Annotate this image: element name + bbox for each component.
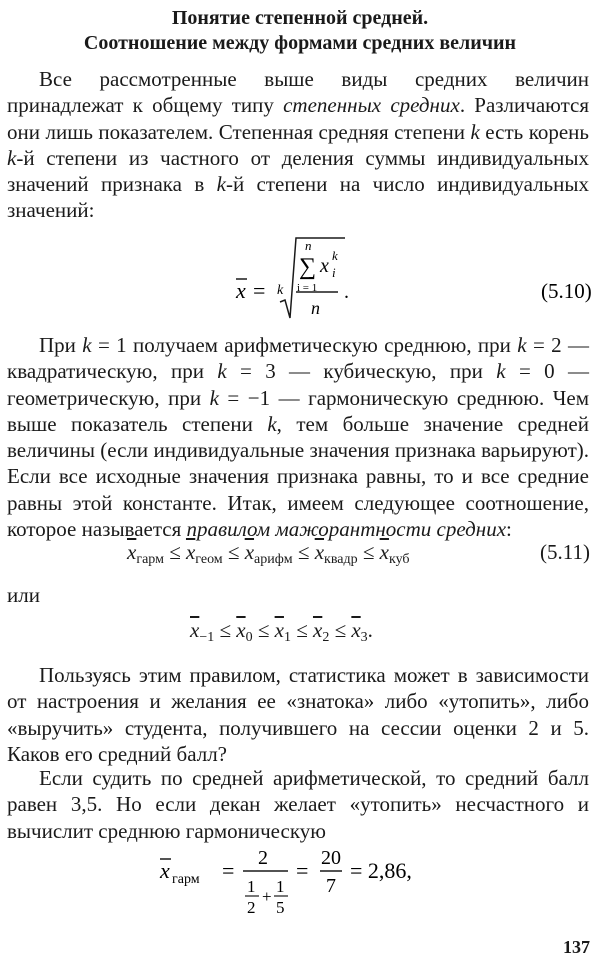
eq2-var: $\overline{x}$	[314, 540, 325, 564]
paragraph-intro	[7, 66, 589, 224]
eq3-var: $\overline{x}$	[190, 618, 200, 642]
page-number: 137	[563, 937, 590, 957]
var-k: k	[7, 145, 17, 170]
eq2-var: $\overline{x}$	[185, 540, 196, 564]
text-run: = 1 получаем арифметическую среднюю, при	[91, 333, 518, 357]
text-run: Все рассмотренные выше виды средних величин принадлежат к общему типу	[7, 67, 589, 118]
paragraph-power-cases	[7, 332, 589, 542]
section-heading-line2: Соотношение между формами средних величин	[83, 32, 517, 54]
eq1-equals: =	[253, 278, 266, 303]
var-k: k	[470, 119, 480, 144]
eq2-sub: гарм	[136, 552, 164, 567]
eq1-root-index: k	[277, 283, 284, 298]
eq2-var: $\overline{x}$	[127, 540, 137, 564]
text-run: При	[39, 333, 83, 357]
le-sign: ≤	[297, 540, 310, 564]
paragraph-student-grades: Пользуясь этим правилом, статистика может в зависимости от настроения и желания ее «знатока» либо «утопить», либо «выручить» студента, получившего на сессии оценки 2 и 5. Каков его средний балл?	[7, 663, 589, 766]
var-k: k	[517, 333, 527, 357]
eq4-inner-num1: 1	[247, 877, 256, 896]
var-k: k	[496, 359, 506, 384]
le-sign: ≤	[227, 540, 240, 564]
eq2-sub: куб	[388, 552, 410, 567]
eq4-frac2-den: 7	[326, 875, 336, 897]
eq3-var: $\overline{x}$	[236, 618, 246, 642]
var-k: k	[267, 411, 277, 436]
text-run: . Различаются они лишь показателем. Степенная средняя степени	[7, 93, 589, 144]
equation-5-10-graphic	[0, 232, 600, 322]
eq3-sub: −1	[199, 630, 215, 645]
equation-index-chain	[190, 618, 373, 646]
eq1-lhs: x	[236, 278, 246, 303]
eq4-frac2-num: 20	[321, 847, 341, 869]
le-sign: ≤	[296, 618, 308, 642]
eq1-period: .	[344, 281, 349, 303]
equation-number: (5.11)	[540, 540, 590, 564]
equation-harmonic-graphic	[0, 840, 600, 920]
text-run: -й степени на число индивидуальных значений:	[7, 172, 589, 223]
eq4-equals2: =	[296, 858, 309, 883]
eq3-end: .	[367, 618, 373, 642]
var-k: k	[216, 172, 226, 197]
text-run: , тем больше значение средней величины (если индивидуальные значения признака варьируют). Если все исходные значения признака равны, то и все средние равны этой константе. Итак, имеем следующее соотношение, которое называется	[7, 411, 589, 542]
sum-var-sup: k	[332, 248, 338, 263]
emphasis-term: степенных средних	[283, 93, 460, 118]
sum-bottom: i = 1	[297, 282, 318, 294]
var-k: k	[209, 385, 219, 410]
var-k: k	[82, 333, 92, 357]
text-run: :	[506, 517, 512, 542]
eq2-var: $\overline{x}$	[244, 540, 255, 564]
eq4-var: x	[160, 858, 170, 883]
eq4-plus: +	[262, 887, 272, 906]
eq3-var: $\overline{x}$	[274, 618, 284, 642]
equation-5-10	[0, 232, 600, 322]
eq3-var: $\overline{x}$	[312, 618, 323, 642]
eq4-inner-den1: 2	[247, 898, 256, 917]
sum-var-sub: i	[332, 265, 336, 280]
le-sign: ≤	[169, 540, 181, 564]
le-sign: ≤	[219, 618, 232, 642]
eq4-sub: гарм	[172, 872, 200, 887]
eq3-sub: 0	[245, 630, 253, 645]
eq1-denominator: n	[311, 298, 320, 318]
eq2-sub: квадр	[324, 552, 358, 567]
le-sign: ≤	[334, 618, 347, 642]
text-run: -й степени из частного от деления суммы индивидуальных значений признака в	[7, 145, 589, 197]
text-run: = −1 — гармоническую среднюю. Чем выше показатель степени	[7, 385, 589, 436]
text-run: = 0 — геометрическую, при	[7, 359, 589, 410]
eq4-num: 2	[258, 847, 268, 869]
eq3-sub: 1	[283, 630, 291, 645]
eq4-inner-den2: 5	[276, 898, 285, 917]
sum-symbol: ∑	[299, 254, 317, 280]
eq3-sub: 3	[360, 630, 368, 645]
eq2-sub: геом	[195, 552, 223, 567]
eq2-var: $\overline{x}$	[379, 540, 389, 564]
eq4-equals: =	[222, 858, 235, 883]
paragraph-arithmetic-vs-harmonic: Если судить по средней арифметической, то средний балл равен 3,5. Но если декан желает «утопить» несчастного и вычислит среднюю гармоническую	[7, 766, 589, 843]
equation-number: (5.10)	[541, 279, 592, 303]
le-sign: ≤	[257, 618, 270, 642]
text-run: = 2 — квадратическую, при	[7, 333, 590, 384]
eq3-var: $\overline{x}$	[351, 618, 361, 642]
eq4-result: = 2,86,	[350, 858, 412, 883]
text-run: есть корень	[479, 119, 589, 144]
equation-harmonic-result	[0, 840, 600, 920]
var-k: k	[217, 359, 227, 384]
eq2-sub: арифм	[254, 552, 293, 567]
equation-5-11	[127, 540, 410, 568]
sum-top: n	[305, 238, 312, 253]
emphasis-term: правилом мажорантности средних	[186, 517, 507, 542]
eq4-inner-num2: 1	[276, 877, 285, 896]
le-sign: ≤	[362, 540, 375, 564]
eq3-sub: 2	[322, 630, 330, 645]
sum-var: x	[320, 255, 329, 277]
or-word: или	[7, 583, 40, 607]
text-run: = 3 — кубическую, при	[226, 359, 497, 384]
section-heading-line1: Понятие степенной средней.	[171, 7, 429, 29]
